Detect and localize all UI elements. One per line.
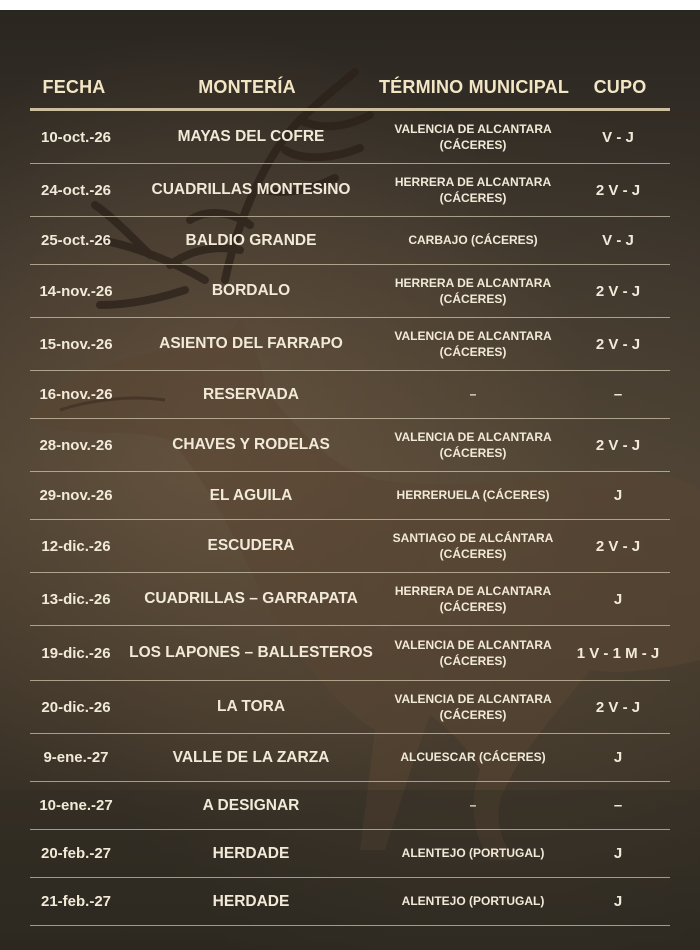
row-termino-municipal	[380, 691, 566, 723]
row-termino-municipal	[380, 429, 566, 461]
row-monteria: LA TORA	[216, 698, 286, 715]
termino-line-2: (CÁCERES)	[439, 654, 507, 668]
row-termino-municipal	[380, 893, 566, 909]
table-body	[30, 111, 670, 926]
row-cupo: J	[613, 845, 623, 862]
row-termino-municipal	[380, 121, 566, 153]
row-monteria: EL AGUILA	[209, 486, 293, 504]
hunting-calendar-table	[30, 66, 670, 926]
row-cupo: V - J	[602, 128, 634, 146]
header-monteria: MONTERÍA	[198, 76, 296, 97]
table-row	[30, 734, 670, 782]
termino-line-1: CARBAJO (CÁCERES)	[408, 233, 538, 248]
table-header	[30, 66, 670, 111]
row-fecha: 29-nov.-26	[39, 487, 113, 504]
termino-line-2: (CÁCERES)	[439, 708, 507, 722]
row-termino-municipal	[380, 749, 566, 765]
row-fecha: 19-dic.-26	[41, 644, 111, 662]
table-row	[30, 318, 670, 371]
row-fecha: 16-nov.-26	[39, 386, 113, 403]
row-fecha: 24-oct.-26	[40, 181, 112, 199]
termino-line-2: (CÁCERES)	[439, 292, 507, 306]
row-fecha: 12-dic.-26	[41, 537, 111, 555]
termino-line-2: (CÁCERES)	[439, 345, 507, 359]
termino-line-2: (CÁCERES)	[439, 600, 507, 614]
row-termino-municipal	[380, 232, 566, 248]
row-monteria: ASIENTO DEL FARRAPO	[159, 335, 343, 352]
row-fecha: 20-dic.-26	[41, 698, 111, 716]
row-fecha: 25-oct.-26	[40, 232, 112, 249]
termino-line-1: SANTIAGO DE ALCÁNTARA	[392, 530, 554, 545]
row-fecha: 21-feb.-27	[40, 893, 112, 910]
termino-line-2: (CÁCERES)	[439, 547, 507, 561]
row-termino-municipal	[380, 275, 566, 307]
table-row	[30, 164, 670, 217]
table-row	[30, 626, 670, 681]
row-cupo: 2 V - J	[595, 698, 641, 716]
row-monteria: CUADRILLAS MONTESINO	[151, 181, 351, 198]
row-cupo: J	[613, 590, 623, 608]
row-monteria: HERDADE	[212, 892, 290, 910]
row-termino-municipal	[380, 845, 566, 861]
row-fecha: 9-ene.-27	[43, 749, 109, 766]
termino-line-1: VALENCIA DE ALCANTARA	[394, 637, 552, 652]
row-cupo: –	[613, 386, 623, 403]
row-cupo: 2 V - J	[595, 282, 641, 300]
termino-line-1: HERRERUELA (CÁCERES)	[396, 488, 550, 503]
row-termino-municipal	[380, 174, 566, 206]
row-monteria: RESERVADA	[203, 385, 299, 403]
table-row	[30, 878, 670, 926]
termino-line-2: (CÁCERES)	[439, 191, 507, 205]
termino-line-2: (CÁCERES)	[439, 446, 507, 460]
table-row	[30, 830, 670, 878]
termino-line-1: VALENCIA DE ALCANTARA	[394, 691, 552, 706]
table-row	[30, 265, 670, 318]
row-cupo: 2 V - J	[595, 181, 641, 199]
row-termino-municipal	[380, 386, 566, 402]
termino-line-1: VALENCIA DE ALCANTARA	[394, 121, 552, 136]
table-row	[30, 472, 670, 520]
termino-line-1: ALENTEJO (PORTUGAL)	[401, 894, 545, 909]
row-termino-municipal	[380, 797, 566, 813]
row-monteria: LOS LAPONES – BALLESTEROS	[129, 644, 373, 661]
row-monteria: CUADRILLAS – GARRAPATA	[144, 590, 358, 607]
row-fecha: 15-nov.-26	[39, 335, 113, 353]
table-row	[30, 573, 670, 626]
row-monteria: VALLE DE LA ZARZA	[172, 748, 330, 766]
row-cupo: 2 V - J	[595, 537, 641, 555]
row-termino-municipal	[380, 487, 566, 503]
row-monteria: BALDIO GRANDE	[185, 231, 317, 249]
header-fecha: FECHA	[42, 76, 106, 97]
row-fecha: 20-feb.-27	[40, 845, 112, 862]
row-fecha: 13-dic.-26	[41, 590, 111, 608]
row-termino-municipal	[380, 328, 566, 360]
row-cupo: 1 V - 1 M - J	[576, 644, 660, 662]
termino-line-1: VALENCIA DE ALCANTARA	[394, 429, 552, 444]
header-termino-municipal: TÉRMINO MUNICIPAL	[378, 76, 570, 97]
table-row	[30, 520, 670, 573]
row-cupo: 2 V - J	[595, 436, 641, 454]
row-termino-municipal	[380, 530, 566, 562]
table-row	[30, 217, 670, 265]
termino-line-1: HERRERA DE ALCANTARA	[394, 583, 552, 598]
table-row	[30, 419, 670, 472]
row-termino-municipal	[380, 583, 566, 615]
poster	[0, 10, 700, 950]
table-row	[30, 111, 670, 164]
termino-line-1: –	[469, 387, 477, 402]
termino-line-1: ALCUESCAR (CÁCERES)	[400, 750, 546, 765]
termino-line-1: ALENTEJO (PORTUGAL)	[401, 846, 545, 861]
row-fecha: 10-ene.-27	[39, 797, 113, 814]
row-monteria: HERDADE	[212, 844, 290, 862]
header-cupo: CUPO	[593, 76, 647, 97]
termino-line-1: VALENCIA DE ALCANTARA	[394, 328, 552, 343]
table-row	[30, 371, 670, 419]
row-monteria: MAYAS DEL COFRE	[177, 128, 325, 145]
row-cupo: J	[613, 749, 623, 766]
table-row	[30, 782, 670, 830]
row-monteria: CHAVES Y RODELAS	[172, 436, 330, 453]
row-monteria: ESCUDERA	[207, 537, 295, 554]
row-monteria: BORDALO	[211, 282, 291, 299]
row-cupo: J	[613, 487, 623, 504]
row-termino-municipal	[380, 637, 566, 669]
termino-line-2: (CÁCERES)	[439, 138, 507, 152]
row-fecha: 28-nov.-26	[39, 436, 113, 454]
row-cupo: J	[613, 893, 623, 910]
row-fecha: 10-oct.-26	[40, 128, 112, 146]
row-cupo: –	[613, 797, 623, 814]
termino-line-1: HERRERA DE ALCANTARA	[394, 275, 552, 290]
termino-line-1: –	[469, 798, 477, 813]
table-row	[30, 681, 670, 734]
row-cupo: 2 V - J	[595, 335, 641, 353]
row-cupo: V - J	[602, 232, 634, 249]
row-fecha: 14-nov.-26	[39, 282, 113, 300]
row-monteria: A DESIGNAR	[202, 796, 300, 814]
termino-line-1: HERRERA DE ALCANTARA	[394, 174, 552, 189]
